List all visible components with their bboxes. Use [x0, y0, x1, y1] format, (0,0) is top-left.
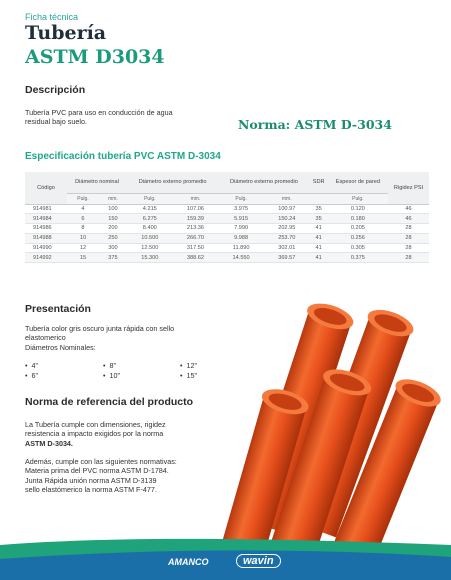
norma-label: Norma: ASTM D-3034 [238, 117, 392, 132]
diameter-value: 4” [31, 361, 38, 370]
table-cell: 4.215 [127, 204, 173, 214]
col-sdr: SDR [310, 172, 328, 193]
unit-cell: Pulg. [328, 193, 388, 204]
table-row [25, 214, 429, 224]
table-row [25, 233, 429, 243]
table-cell: 159.39 [173, 214, 219, 224]
table-cell: 11.890 [218, 243, 264, 253]
table-cell: 250 [99, 233, 127, 243]
table-cell: 300 [99, 243, 127, 253]
diameter-value: 15” [186, 371, 197, 380]
table-cell: 5.915 [218, 214, 264, 224]
col-diam-nominal: Diámetro nominal [67, 172, 127, 193]
diameter-item: • 10” [103, 371, 120, 380]
presentacion-line2: elastomerico [25, 333, 66, 343]
col-diam-ext-prom: Diámetro externo promedio [127, 172, 218, 193]
spec-table [25, 172, 429, 263]
col-diam-ext-prom-2: Diámetro externo promedio [218, 172, 309, 193]
presentacion-line1: Tubería color gris oscuro junta rápida con sello [25, 324, 175, 333]
referencia-text [25, 420, 177, 495]
table-header-row [25, 172, 429, 193]
table-cell: 14.550 [218, 253, 264, 263]
table-cell: 28 [388, 233, 429, 243]
referencia-p2-line2: Materia prima del PVC norma ASTM D-1784. [25, 466, 169, 476]
table-cell: 253.70 [264, 233, 310, 243]
referencia-p2-line1: Además, cumple con las siguientes normativas: [25, 457, 177, 467]
table-row [25, 204, 429, 214]
unit-cell: mm. [264, 193, 310, 204]
page-title: Tubería [25, 22, 107, 44]
table-cell: 0.180 [328, 214, 388, 224]
table-cell: 914988 [25, 233, 67, 243]
table-cell: 914992 [25, 253, 67, 263]
diameter-item: • 8” [103, 361, 116, 370]
table-cell: 150 [99, 214, 127, 224]
table-cell: 107.06 [173, 204, 219, 214]
table-cell: 266.70 [173, 233, 219, 243]
col-rigidez: Rigidez PSI [388, 172, 429, 204]
table-cell: 28 [388, 253, 429, 263]
table-cell: 10 [67, 233, 99, 243]
table-cell: 0.375 [328, 253, 388, 263]
descripcion-heading: Descripción [25, 84, 86, 96]
unit-cell: Pulg. [218, 193, 264, 204]
footer-band [0, 537, 451, 580]
table-cell: 41 [310, 224, 328, 234]
referencia-heading: Norma de referencia del producto [25, 396, 194, 408]
diameter-item: • 4” [25, 361, 38, 370]
presentacion-text [25, 324, 174, 352]
diameter-value: 6” [31, 371, 38, 380]
table-cell: 6.275 [127, 214, 173, 224]
paragraph-spacer [25, 448, 177, 457]
descripcion-line2: residual bajo suelo. [25, 117, 87, 127]
descripcion-text [25, 108, 173, 127]
table-cell: 213.36 [173, 224, 219, 234]
table-cell: 28 [388, 224, 429, 234]
table-cell: 100.97 [264, 204, 310, 214]
table-cell: 8 [67, 224, 99, 234]
table-cell: 12 [67, 243, 99, 253]
table-cell: 0.205 [328, 224, 388, 234]
table-row [25, 243, 429, 253]
table-cell: 10.500 [127, 233, 173, 243]
descripcion-line1: Tubería PVC para uso en conducción de agua [25, 108, 173, 117]
table-row [25, 253, 429, 263]
table-cell: 41 [310, 253, 328, 263]
diameter-value: 10” [109, 371, 120, 380]
unit-cell: mm. [173, 193, 219, 204]
eyebrow-label: Ficha técnica [25, 12, 79, 22]
table-cell: 4 [67, 204, 99, 214]
table-cell: 388.62 [173, 253, 219, 263]
table-cell: 302.01 [264, 243, 310, 253]
spec-heading: Especificación tubería PVC ASTM D-3034 [25, 151, 221, 162]
table-cell: 28 [388, 243, 429, 253]
table-cell: 41 [310, 233, 328, 243]
table-cell: 100 [99, 204, 127, 214]
table-cell: 0.120 [328, 204, 388, 214]
table-row [25, 224, 429, 234]
table-cell: 15 [67, 253, 99, 263]
table-cell: 12.500 [127, 243, 173, 253]
table-cell: 914986 [25, 224, 67, 234]
table-cell: 200 [99, 224, 127, 234]
referencia-p1-line1: La Tubería cumple con dimensiones, rigidez [25, 420, 166, 429]
presentacion-line3: Diámetros Nominales: [25, 342, 96, 352]
table-cell: 3.975 [218, 204, 264, 214]
table-cell: 369.57 [264, 253, 310, 263]
pipes-image [215, 300, 451, 545]
table-cell: 375 [99, 253, 127, 263]
referencia-p1-line3: ASTM D-3034. [25, 438, 73, 448]
unit-cell: Pulg. [127, 193, 173, 204]
referencia-p2-line3: Junta Rápida unión norma ASTM D-3139 [25, 475, 157, 485]
table-cell: 0.305 [328, 243, 388, 253]
table-cell: 46 [388, 214, 429, 224]
table-cell: 9.988 [218, 233, 264, 243]
table-cell: 46 [388, 204, 429, 214]
page-subtitle: ASTM D3034 [25, 46, 165, 68]
table-cell: 914984 [25, 214, 67, 224]
referencia-p2-line4: sello elastómerico la norma ASTM F-477. [25, 485, 157, 495]
diameter-item: • 15” [180, 371, 197, 380]
table-cell: 317.50 [173, 243, 219, 253]
table-cell: 914990 [25, 243, 67, 253]
table-cell: 41 [310, 243, 328, 253]
referencia-p1-line2: resistencia a impacto exigidos por la norma [25, 429, 164, 439]
table-unit-row [25, 193, 429, 204]
diameter-item: • 12” [180, 361, 197, 370]
presentacion-heading: Presentación [25, 303, 91, 315]
table-cell: 202.95 [264, 224, 310, 234]
table-cell: 7.990 [218, 224, 264, 234]
col-codigo: Código [25, 172, 67, 204]
col-espesor: Espesor de pared [328, 172, 388, 193]
diameter-value: 12” [186, 361, 197, 370]
table-cell: 8.400 [127, 224, 173, 234]
table-cell: 6 [67, 214, 99, 224]
unit-cell [310, 193, 328, 204]
diameter-value: 8” [109, 361, 116, 370]
amanco-logo: AMANCO [168, 557, 209, 567]
table-cell: 0.256 [328, 233, 388, 243]
unit-cell: mm. [99, 193, 127, 204]
table-cell: 150.24 [264, 214, 310, 224]
table-cell: 15.300 [127, 253, 173, 263]
table-cell: 35 [310, 214, 328, 224]
unit-cell: Pulg. [67, 193, 99, 204]
diameter-item: • 6” [25, 371, 38, 380]
wavin-logo: wavin [236, 554, 281, 568]
table-cell: 914981 [25, 204, 67, 214]
table-cell: 35 [310, 204, 328, 214]
